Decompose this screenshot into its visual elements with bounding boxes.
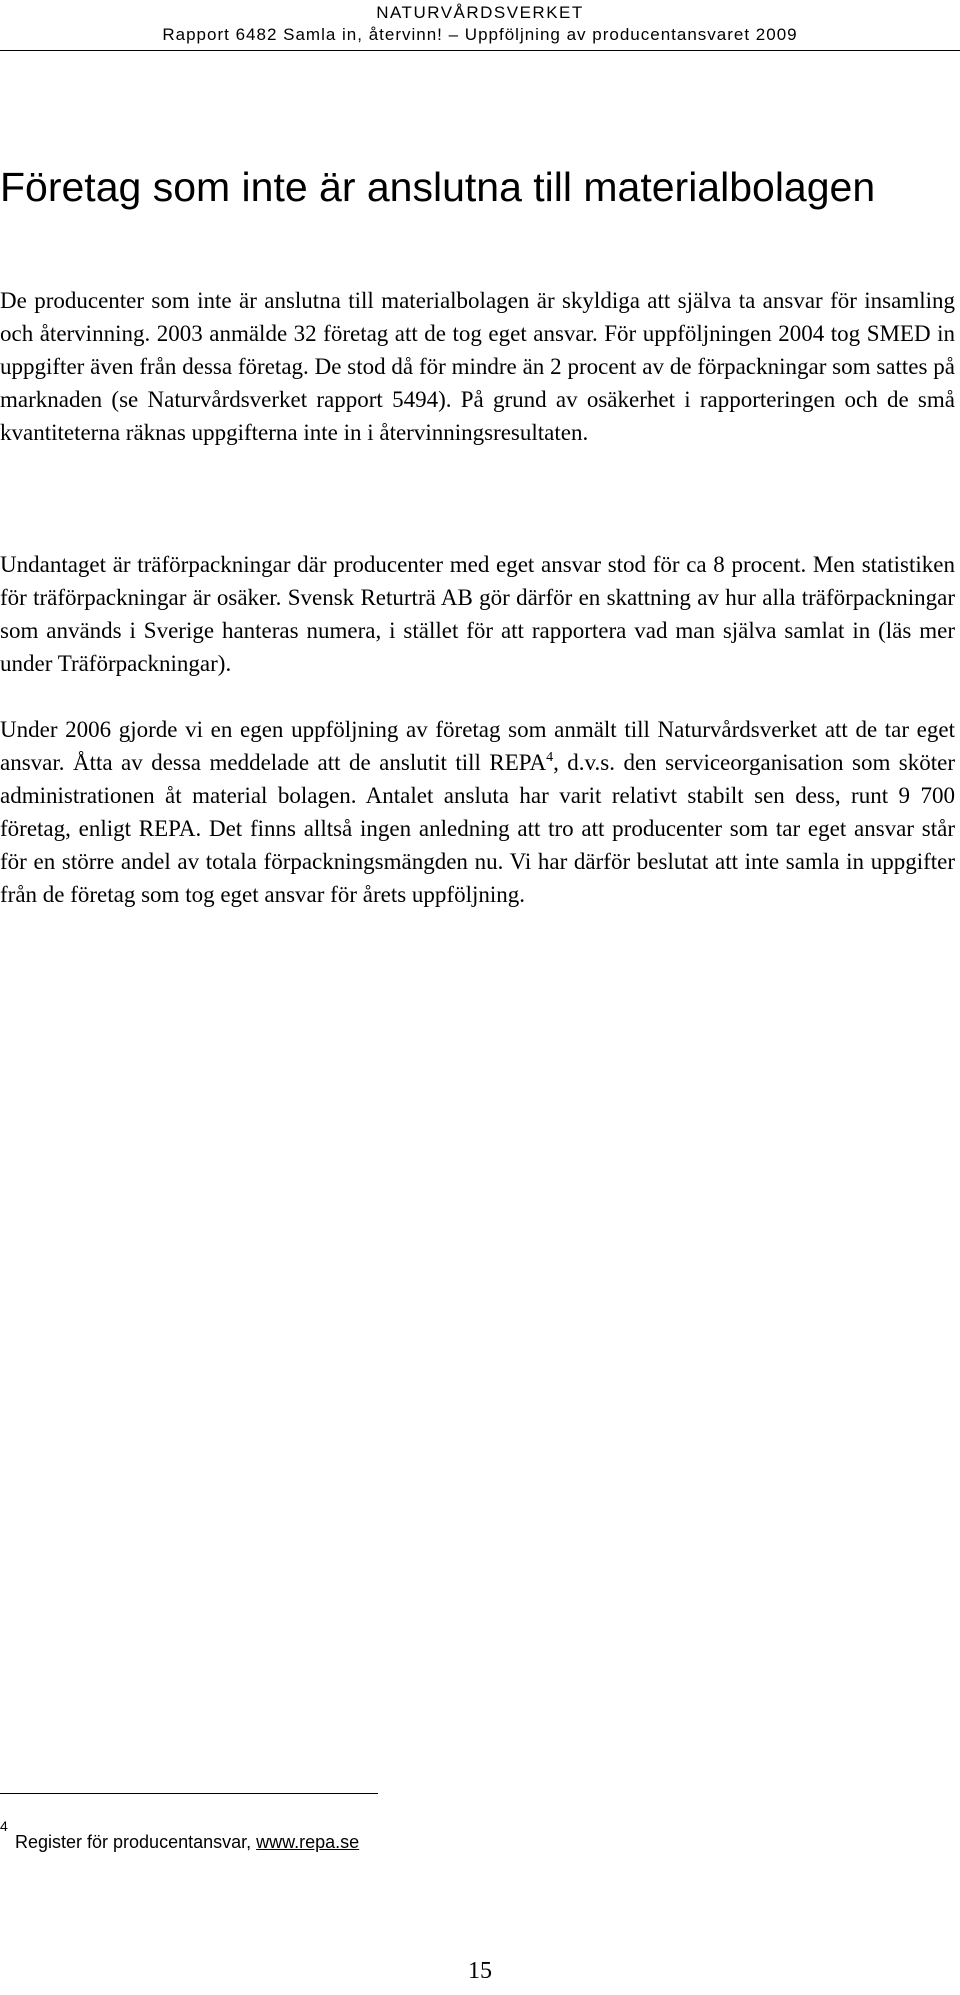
- footnote-text-wrap: [15, 1832, 359, 1853]
- paragraph-text: [0, 713, 955, 911]
- footnote-mark: 4: [0, 1818, 8, 1834]
- header-report-title: Rapport 6482 Samla in, återvinn! – Uppföljning av producentansvaret 2009: [162, 25, 798, 44]
- running-header: [0, 2, 960, 46]
- footnote-rule: [0, 1793, 378, 1794]
- paragraph-2: [0, 548, 955, 680]
- paragraph-3-start: Under 2006 gjorde vi en egen uppföljning av företag som anmält till Naturvårdsverket att de tar eget ansvar. Åtta av dessa meddelade att de anslutit till REPA: [0, 717, 955, 775]
- footnote-reference[interactable]: 4: [546, 750, 554, 765]
- footnote-link[interactable]: www.repa.se: [256, 1832, 360, 1852]
- paragraph-3-end: , d.v.s. den serviceorganisation som sköter administrationen åt material bolagen. Antalet ansluta har varit relativt stabilt sen dess, runt 9 700 företag, enligt REPA. Det finns alltså ingen anledning att tro att producenter som tar eget ansvar står för en större andel av totala förpackningsmängden nu. Vi har därför beslutat att inte samla in uppgifter från de företag som tog eget ansvar för årets uppföljning.: [0, 750, 956, 907]
- footnote-text: Register för producentansvar,: [15, 1832, 257, 1852]
- paragraph-3: [0, 713, 955, 911]
- paragraph-text: Undantaget är träförpackningar där producenter med eget ansvar stod för ca 8 procent. Men statistiken för träförpackningar är osäker. Svensk Returträ AB gör därför en skattning av hur alla träförpackningar som används i Sverige hanteras numera, i stället för att rapportera vad man själva samlat in (läs mer under Träförpackningar).: [0, 552, 955, 676]
- page-number: 15: [468, 1958, 492, 1984]
- section-heading: Företag som inte är anslutna till materialbolagen: [0, 164, 876, 210]
- paragraph-1: [0, 284, 955, 449]
- header-rule: [0, 50, 960, 51]
- paragraph-text: De producenter som inte är anslutna till materialbolagen är skyldiga att själva ta ansvar för insamling och återvinning. 2003 anmälde 32 företag att de tog eget ansvar. För uppföljningen 2004 tog SMED in uppgifter även från dessa företag. De stod då för mindre än 2 procent av de förpackningar som sattes på marknaden (se Naturvårdsverket rapport 5494). På grund av osäkerhet i rapporteringen och de små kvantiteterna räknas uppgifterna inte in i återvinningsresultaten.: [0, 288, 955, 445]
- header-org: NATURVÅRDSVERKET: [376, 3, 584, 22]
